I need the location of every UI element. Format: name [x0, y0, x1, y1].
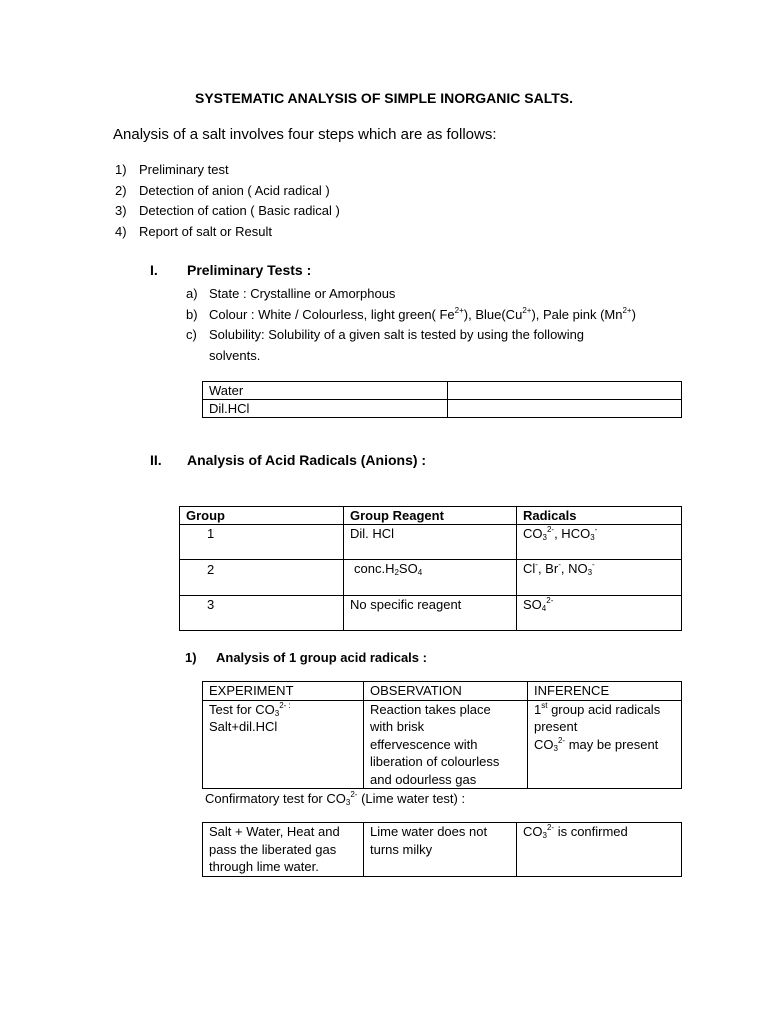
table-cell — [364, 700, 528, 789]
list-letter: a) — [186, 286, 198, 301]
list-text: ) — [631, 306, 636, 322]
confirmatory-test-label: Confirmatory test for $CO_3^{2-}$ (Lime water test) : — [205, 790, 466, 807]
list-item — [115, 181, 340, 202]
table-cell: $conc.H_2SO_4$ — [344, 560, 517, 596]
subsection-number: 1) — [185, 650, 197, 665]
section-numeral: II. — [150, 452, 162, 468]
table-cell — [203, 700, 364, 789]
table-header: INFERENCE — [528, 682, 682, 701]
label-text: Confirmatory test for CO — [205, 791, 346, 806]
cell-line: and odourless gas — [370, 771, 477, 787]
list-text: State : Crystalline or Amorphous — [209, 286, 396, 301]
table-cell: $CO_3^{2-}$ is confirmed — [517, 823, 682, 877]
ion-charge: 2+ — [454, 305, 464, 315]
list-item — [186, 305, 636, 326]
list-text: Detection of anion ( Acid radical ) — [139, 182, 330, 198]
cell-text: Test for CO — [209, 701, 275, 717]
table-cell — [528, 700, 682, 789]
cell-line: turns milky — [370, 841, 433, 857]
list-number: 4) — [115, 224, 127, 240]
list-item — [186, 346, 636, 367]
table-cell — [203, 823, 364, 877]
table-header-row — [180, 507, 682, 525]
list-letter: b) — [186, 306, 198, 322]
ion-charge: 2+ — [622, 305, 632, 315]
ordinal-suffix: st — [541, 700, 548, 710]
section-heading-anions — [150, 452, 426, 468]
section-title: Preliminary Tests : — [187, 262, 312, 278]
table-header: EXPERIMENT — [203, 682, 364, 701]
cell-text: is confirmed — [554, 824, 628, 839]
intro-text: Analysis of a salt involves four steps which are as follows: — [113, 126, 497, 143]
table-row — [203, 823, 682, 877]
list-text: ), Pale pink (Mn — [531, 306, 623, 322]
table-cell — [448, 400, 682, 418]
list-text: ), Blue(Cu — [463, 306, 523, 322]
list-number: 1) — [115, 162, 127, 177]
table-row — [203, 700, 682, 789]
ion-charge: 2+ — [522, 305, 532, 315]
cell-line: pass the liberated gas — [209, 841, 337, 857]
list-text: Solubility: Solubility of a given salt is tested by using the following — [209, 327, 585, 343]
page-title: SYSTEMATIC ANALYSIS OF SIMPLE INORGANIC SALTS. — [194, 90, 574, 106]
list-text: solvents. — [209, 348, 261, 364]
cell-line: Salt + Water, Heat and — [209, 824, 340, 839]
list-item — [186, 284, 636, 305]
list-number: 2) — [115, 182, 127, 198]
table-cell: Cl-, Br-, $NO_3^-$ — [517, 560, 682, 596]
cell-line: present — [534, 719, 578, 734]
list-text: Preliminary test — [139, 162, 229, 177]
cell-line: Salt+dil.HCl — [209, 719, 278, 734]
table-header: OBSERVATION — [364, 682, 528, 701]
cell-line: Test for $CO_3^{2- :}$ — [209, 700, 291, 718]
table-cell: 3 — [180, 596, 344, 631]
solubility-table — [202, 381, 682, 418]
table-cell: Dil. HCl — [344, 525, 517, 560]
table-row — [180, 560, 682, 596]
cell-text: group acid radicals — [547, 701, 661, 717]
cell-text: may be present — [565, 736, 659, 752]
table-cell: No specific reagent — [344, 596, 517, 631]
table-cell: Dil.HCl — [203, 400, 448, 418]
cell-line: effervescence with — [370, 736, 478, 752]
table-row — [203, 382, 682, 400]
confirmatory-table — [202, 822, 682, 877]
list-item — [115, 160, 340, 181]
table-header: Radicals — [517, 507, 682, 525]
table-cell: $SO_4^{2-}$ — [517, 596, 682, 631]
cell-line: Reaction takes place — [370, 701, 491, 717]
experiment-table — [202, 681, 682, 789]
steps-list — [115, 160, 340, 243]
section-numeral: I. — [150, 262, 158, 278]
list-text: Colour : White / Colourless, light green( Fe — [209, 306, 455, 322]
ion-charge: 2- : — [279, 700, 291, 710]
table-header: Group — [180, 507, 344, 525]
list-item — [115, 201, 340, 222]
cell-line: Lime water does not — [370, 824, 488, 839]
cell-line: liberation of colourless — [370, 754, 500, 769]
table-header-row — [203, 682, 682, 701]
anion-group-table — [179, 506, 682, 631]
preliminary-items — [186, 284, 636, 367]
list-number: 3) — [115, 203, 127, 219]
cell-line: through lime water. — [209, 859, 319, 874]
label-text: (Lime water test) : — [357, 791, 466, 806]
table-cell: 2 — [180, 560, 344, 596]
table-row — [203, 400, 682, 418]
table-cell — [448, 382, 682, 400]
list-letter: c) — [186, 327, 197, 343]
table-cell: Water — [203, 382, 448, 400]
subsection-title: Analysis of 1 group acid radicals : — [216, 650, 427, 665]
cell-line: with brisk — [370, 719, 425, 734]
cell-line: 1st group acid radicals — [534, 700, 661, 717]
table-cell — [364, 823, 517, 877]
section-title: Analysis of Acid Radicals (Anions) : — [187, 452, 427, 468]
list-item — [186, 325, 636, 346]
table-cell: $CO_3^{2-}$, $HCO_3^-$ — [517, 525, 682, 560]
cell-line: $CO_3^{2-}$ may be present — [534, 735, 659, 753]
table-row — [180, 596, 682, 631]
table-row — [180, 525, 682, 560]
list-text: Detection of cation ( Basic radical ) — [139, 203, 340, 219]
list-item — [115, 222, 340, 243]
list-text: Report of salt or Result — [139, 224, 272, 240]
subsection-heading — [185, 650, 427, 665]
table-header: Group Reagent — [344, 507, 517, 525]
table-cell: 1 — [180, 525, 344, 560]
section-heading-preliminary — [150, 262, 311, 278]
